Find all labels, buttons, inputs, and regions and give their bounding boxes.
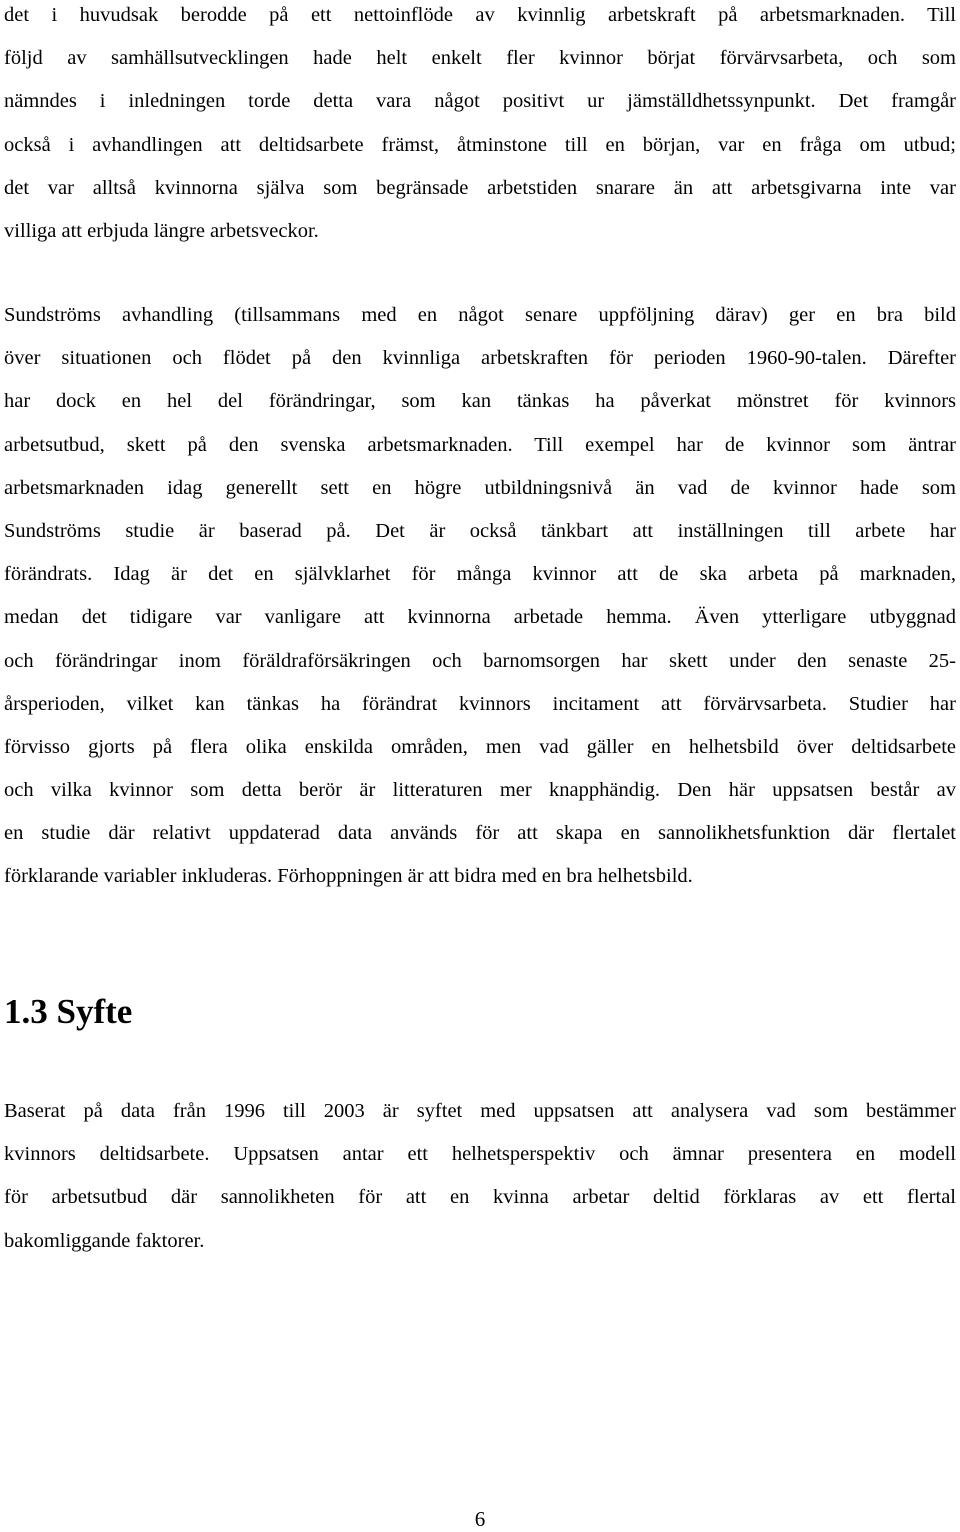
text-line: förklarande variabler inkluderas. Förhoppningen är att bidra med en bra helhetsbild. xyxy=(4,865,693,888)
text-line: Baserat på data från 1996 till 2003 är syftet med uppsatsen att analysera vad som bestämmer xyxy=(4,1100,956,1122)
text-line: nämndes i inledningen torde detta vara något positivt ur jämställdhetssynpunkt. Det framgår xyxy=(4,90,956,113)
text-line: årsperioden, vilket kan tänkas ha förändrat kvinnors incitament att förvärvsarbeta. Studier har xyxy=(4,692,956,715)
text-line: och vilka kvinnor som detta berör är litteraturen mer knapphändig. Den här uppsatsen består av xyxy=(4,779,956,802)
text-line: en studie där relativt uppdaterad data används för att skapa en sannolikhetsfunktion där flertalet xyxy=(4,822,956,845)
text-line: för arbetsutbud där sannolikheten för att en kvinna arbetar deltid förklaras av ett flertal xyxy=(4,1186,956,1209)
text-line: villiga att erbjuda längre arbetsveckor. xyxy=(4,219,319,242)
text-line: bakomliggande faktorer. xyxy=(4,1229,205,1252)
text-line: har dock en hel del förändringar, som kan tänkas ha påverkat mönstret för kvinnors xyxy=(4,390,956,413)
text-line: kvinnors deltidsarbete. Uppsatsen antar ett helhetsperspektiv och ämnar presentera en modell xyxy=(4,1143,956,1166)
paragraph-sundstrom xyxy=(4,294,956,899)
page-number: 6 xyxy=(474,1507,486,1531)
text-line: förändrats. Idag är det en självklarhet för många kvinnor att de ska arbeta på marknaden, xyxy=(4,563,956,586)
paragraph-intro-continuation xyxy=(4,0,956,253)
text-line: det i huvudsak berodde på ett nettoinflöde av kvinnlig arbetskraft på arbetsmarknaden. Till xyxy=(4,4,956,26)
text-line: arbetsutbud, skett på den svenska arbetsmarknaden. Till exempel har de kvinnor som äntrar xyxy=(4,433,956,456)
text-line: följd av samhällsutvecklingen hade helt enkelt fler kvinnor börjat förvärvsarbeta, och som xyxy=(4,47,956,70)
text-line: Sundströms studie är baserad på. Det är också tänkbart att inställningen till arbete har xyxy=(4,519,956,542)
text-line: det var alltså kvinnorna själva som begränsade arbetstiden snarare än att arbetsgivarna inte var xyxy=(4,176,956,199)
text-line: förvisso gjorts på flera olika enskilda områden, men vad gäller en helhetsbild över deltidsarbete xyxy=(4,735,956,758)
paragraph-purpose xyxy=(4,1090,956,1263)
text-line: över situationen och flödet på den kvinnliga arbetskraften för perioden 1960-90-talen. Därefter xyxy=(4,347,956,370)
text-line: Sundströms avhandling (tillsammans med en något senare uppföljning därav) ger en bra bild xyxy=(4,304,956,326)
text-line: och förändringar inom föräldraförsäkringen och barnomsorgen har skett under den senaste 25- xyxy=(4,649,956,672)
text-line: också i avhandlingen att deltidsarbete främst, åtminstone till en början, var en fråga om utbud; xyxy=(4,133,956,156)
text-line: medan det tidigare var vanligare att kvinnorna arbetade hemma. Även ytterligare utbyggnad xyxy=(4,606,956,629)
text-line: arbetsmarknaden idag generellt sett en högre utbildningsnivå än vad de kvinnor hade som xyxy=(4,476,956,499)
section-heading: 1.3 Syfte xyxy=(4,992,133,1031)
